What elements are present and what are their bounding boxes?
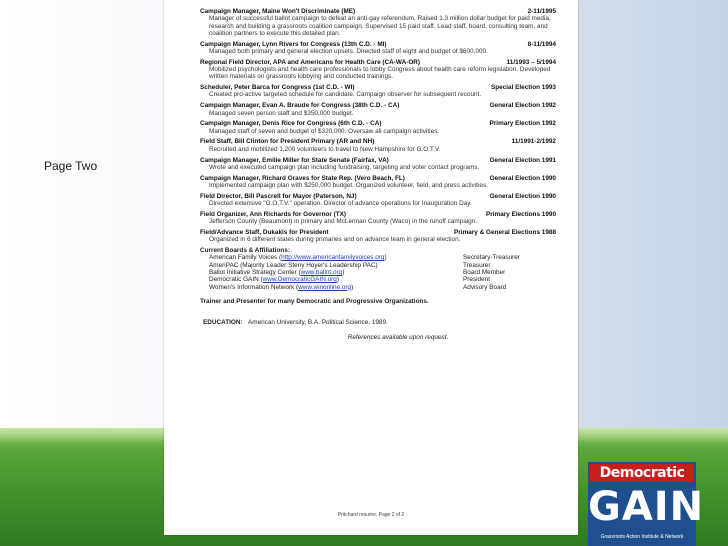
entry-header bbox=[200, 8, 556, 15]
page-label: Page Two bbox=[44, 159, 98, 173]
entry-header bbox=[200, 102, 556, 109]
board-row bbox=[200, 284, 556, 291]
logo-sub-text: Grassroots Action Institute & Network bbox=[600, 534, 684, 540]
entry-description: Mobilized psychologists and health care professionals to lobby Congress about health care reform legislation. Developed written materials on grassroots lobbying and conducted trainings. bbox=[209, 66, 551, 81]
entry-description: Managed seven person staff and $350,000 budget. bbox=[209, 109, 354, 117]
entry-date: Special Election 1993 bbox=[490, 84, 556, 92]
resume-page bbox=[164, 0, 578, 535]
board-link[interactable]: http://www.americanfamilyvoices.org bbox=[281, 254, 385, 262]
trainer-line: Trainer and Presenter for many Democratic and Progressive Organizations. bbox=[200, 297, 429, 305]
entry-description: Wrote and executed campaign plan including fundraising, targeting and voter contact programs. bbox=[209, 163, 480, 171]
entry-date: Primary Elections 1990 bbox=[486, 210, 556, 218]
entry-description: Implemented campaign plan with $250,000 budget. Organized volunteer, field, and press activities. bbox=[209, 181, 488, 189]
board-org-name: Ballot Initiative Strategy Center ( bbox=[209, 268, 301, 276]
experience-entry bbox=[200, 8, 556, 37]
entry-description: Managed both primary and general election upsets. Directed staff of eight and budget of $600,000. bbox=[209, 47, 488, 55]
entry-title: Field Director, Bill Pascrell for Mayor (Paterson, NJ) bbox=[200, 192, 357, 200]
entry-title: Campaign Manager, Lynn Rivers for Congress (13th C.D. - MI) bbox=[200, 40, 387, 48]
entry-header bbox=[200, 138, 556, 145]
board-org bbox=[209, 254, 463, 261]
entry-description: Directed extensive "G.O.T.V." operation. Director of advance operations for Inauguration Day. bbox=[209, 200, 472, 208]
board-role: Secretary-Treasurer bbox=[463, 254, 520, 262]
board-org bbox=[209, 269, 463, 276]
entry-header bbox=[200, 120, 556, 127]
references-line: References available upon request. bbox=[347, 334, 449, 342]
entry-date: General Election 1990 bbox=[489, 174, 556, 182]
board-org bbox=[209, 276, 463, 283]
experience-entry bbox=[200, 211, 556, 226]
entry-header bbox=[200, 211, 556, 218]
experience-list bbox=[200, 8, 556, 244]
board-role: Advisory Board bbox=[463, 283, 507, 291]
board-org bbox=[209, 284, 463, 291]
board-org bbox=[209, 262, 463, 269]
board-role: Board Member bbox=[463, 268, 506, 276]
board-row bbox=[200, 254, 556, 261]
board-link[interactable]: www.ballot.org bbox=[300, 268, 343, 276]
entry-description: Created pro-active targeted schedule for candidate. Campaign observer for subsequent recount. bbox=[209, 91, 482, 99]
entry-date: 8-11/1994 bbox=[527, 40, 556, 48]
entry-header bbox=[200, 157, 556, 164]
board-org-close: ) bbox=[342, 268, 345, 276]
board-org-name: Women's Information Network ( bbox=[209, 283, 299, 291]
entry-title: Scheduler, Peter Barca for Congress (1st C.D. - WI) bbox=[200, 84, 355, 92]
logo-main-text: GAIN bbox=[588, 484, 705, 530]
experience-entry bbox=[200, 229, 556, 244]
entry-description: Jefferson County (Beaumont) in primary and McLennan County (Waco) in the runoff campaign. bbox=[209, 218, 478, 226]
education-label: EDUCATION: bbox=[203, 319, 243, 327]
board-org-close: ) bbox=[336, 276, 339, 284]
board-org-close: ) bbox=[351, 283, 354, 291]
board-org-close: ) bbox=[384, 254, 387, 262]
entry-title: Campaign Manager, Evan A. Braude for Congress (38th C.D. - CA) bbox=[200, 102, 400, 110]
experience-entry bbox=[200, 59, 556, 81]
board-role: Treasurer bbox=[463, 261, 491, 269]
education-text: American University, B.A. Political Science, 1989. bbox=[247, 319, 388, 327]
entry-header bbox=[200, 193, 556, 200]
entry-title: Regional Field Director, APA and Americans for Health Care (CA-WA-OR) bbox=[200, 58, 421, 66]
entry-header bbox=[200, 41, 556, 48]
boards-list bbox=[200, 254, 556, 290]
entry-date: 11/1993 – 5/1994 bbox=[506, 58, 556, 66]
resume-content bbox=[200, 8, 556, 342]
entry-header bbox=[200, 59, 556, 66]
entry-title: Field Organizer, Ann Richards for Governor (TX) bbox=[200, 210, 347, 218]
board-row bbox=[200, 269, 556, 276]
experience-entry bbox=[200, 193, 556, 208]
entry-date: 11/1991-2/1992 bbox=[511, 138, 556, 146]
entry-date: General Election 1990 bbox=[489, 192, 556, 200]
board-link[interactable]: www.DemocraticGAIN.org bbox=[262, 276, 337, 284]
experience-entry bbox=[200, 84, 556, 99]
entry-header bbox=[200, 175, 556, 182]
board-link[interactable]: www.winonline.org bbox=[298, 283, 352, 291]
entry-description: Organized in 6 different states during primaries and on advance team in general election. bbox=[209, 236, 461, 244]
entry-title: Campaign Manager, Maine Won't Discriminate (ME) bbox=[200, 8, 356, 15]
board-role: President bbox=[463, 276, 490, 284]
entry-title: Campaign Manager, Richard Graves for State Rep. (Vero Beach, FL) bbox=[200, 174, 405, 182]
board-org-name: Democratic GAIN ( bbox=[209, 276, 263, 284]
board-row bbox=[200, 276, 556, 283]
entry-header bbox=[200, 229, 556, 236]
experience-entry bbox=[200, 102, 556, 117]
entry-date: 2-11/1995 bbox=[527, 8, 556, 15]
boards-title: Current Boards & Affiliations: bbox=[200, 247, 290, 255]
entry-description: Recruited and mobilized 1,200 volunteers to travel to New Hampshire for G.O.T.V. bbox=[209, 145, 441, 153]
experience-entry bbox=[200, 41, 556, 56]
democratic-gain-logo bbox=[588, 462, 705, 546]
experience-entry bbox=[200, 120, 556, 135]
entry-date: Primary Election 1992 bbox=[489, 120, 556, 128]
education-line bbox=[200, 319, 556, 326]
experience-entry bbox=[200, 157, 556, 172]
entry-title: Campaign Manager, Emilie Miller for State Senate (Fairfax, VA) bbox=[200, 156, 389, 164]
board-row bbox=[200, 262, 556, 269]
entry-date: General Election 1992 bbox=[489, 102, 556, 110]
logo-top-text: Democratic bbox=[590, 464, 694, 482]
entry-date: General Election 1991 bbox=[489, 156, 556, 164]
experience-entry bbox=[200, 175, 556, 190]
experience-entry bbox=[200, 138, 556, 153]
board-org-name: American Family Voices ( bbox=[209, 254, 282, 262]
entry-title: Field Staff, Bill Clinton for President Primary (AR and NH) bbox=[200, 138, 375, 146]
entry-description: Manager of successful ballot campaign to defeat an anti-gay referendum. Raised 1.3 million dollar budget for paid media, research and building a grassroots coalition campaign. Supervised 15 paid staff. Lead staff, board, consulting team, and coalition partners to execute this detailed plan. bbox=[209, 15, 551, 37]
entry-title: Field/Advance Staff, Dukakis for President bbox=[200, 228, 329, 236]
board-org-name: AmeriPAC (Majority Leader Steny Hoyer's Leadership PAC) bbox=[209, 261, 378, 269]
entry-description: Managed staff of seven and budget of $320,000. Oversaw all campaign activities. bbox=[209, 127, 440, 135]
entry-title: Campaign Manager, Denis Rice for Congress (6th C.D. - CA) bbox=[200, 120, 382, 128]
entry-date: Primary & General Elections 1988 bbox=[454, 228, 556, 236]
entry-header bbox=[200, 84, 556, 91]
page-footer: Pritchard resume, Page 2 of 2 bbox=[337, 512, 405, 518]
